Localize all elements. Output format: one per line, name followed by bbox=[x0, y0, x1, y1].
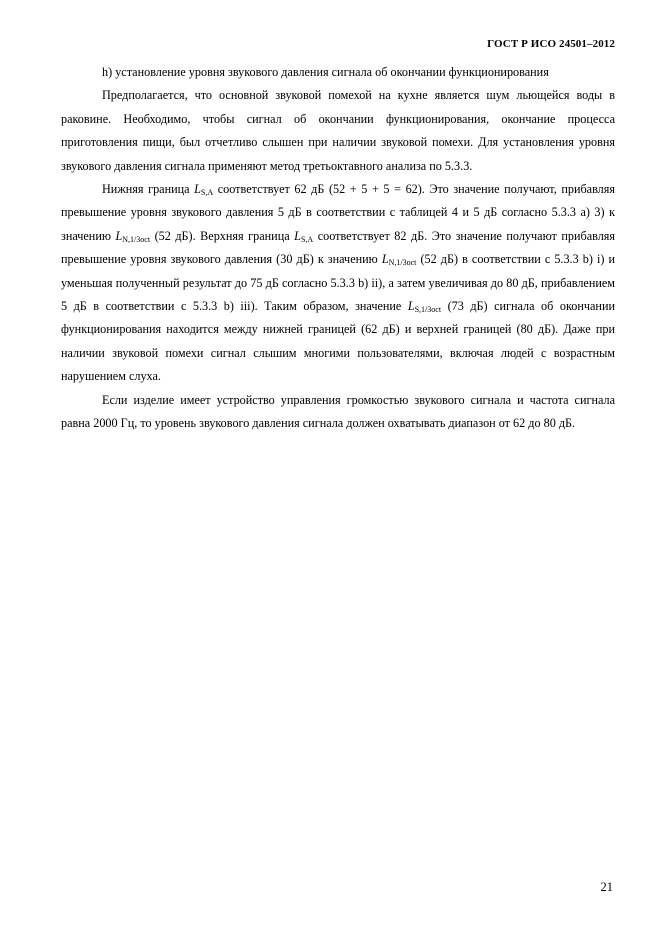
document-body bbox=[61, 61, 615, 436]
symbol-l-n-third-octave bbox=[382, 252, 417, 266]
symbol-l-n-third-octave bbox=[115, 229, 150, 243]
symbol-letter: L bbox=[115, 228, 123, 243]
symbol-l-s-third-octave bbox=[408, 299, 441, 313]
symbol-subscript: S,A bbox=[300, 234, 314, 244]
text-run: (52 дБ). Верхняя граница bbox=[150, 228, 295, 243]
symbol-subscript: N,1/3oct bbox=[388, 258, 417, 268]
paragraph-h-item: h) установление уровня звукового давления сигнала об окончании функционирования bbox=[102, 65, 549, 79]
text-run: соответствует 82 дБ. Это значение получают прибавляя превышение уровня звукового давления (30 дБ) к значению bbox=[61, 228, 615, 267]
symbol-subscript: S,A bbox=[200, 188, 214, 198]
text-run: соответствует 62 дБ (52 + 5 + 5 = 62). Это значение получают, прибавляя превышение уровня звукового давления 5 дБ в соответствии с таблицей 4 и 5 дБ согласно 5.3.3 a) 3) к значению bbox=[61, 182, 615, 243]
symbol-l-s-a bbox=[194, 182, 213, 196]
text-run: (73 дБ) сигнала об окончании функционирования находится между нижней границей (62 дБ) и верхней границей (80 дБ). Даже при наличии звуковой помехи сигнал слышим многими пользователями, включая людей с возрастным нарушением слуха. bbox=[61, 299, 615, 384]
symbol-subscript: N,1/3oct bbox=[122, 234, 151, 244]
symbol-letter: L bbox=[381, 252, 389, 267]
symbol-letter: L bbox=[194, 182, 201, 197]
page-number: 21 bbox=[600, 880, 613, 894]
symbol-subscript: S,1/3oct bbox=[414, 305, 442, 315]
paragraph-volume-control: Если изделие имеет устройство управления громкостью звукового сигнала и частота сигнала равна 2000 Гц, то уровень звукового давления сигнала должен охватывать диапазон от 62 до 80 дБ. bbox=[61, 392, 615, 431]
symbol-letter: L bbox=[407, 299, 415, 314]
text-run: (52 дБ) в соответствии с 5.3.3 b) i) и уменьшая полученный результат до 75 дБ согласно 5.3.3 b) ii), а затем увеличивая до 80 дБ, прибавлением 5 дБ в соответствии с 5.3.3 b) iii). Таким образом, значение bbox=[61, 252, 616, 314]
symbol-l-s-a bbox=[294, 229, 313, 243]
paragraph-level-calculation bbox=[61, 178, 615, 389]
text-run: Нижняя граница bbox=[102, 182, 195, 197]
symbol-letter: L bbox=[294, 228, 301, 243]
paragraph-noise-assumption: Предполагается, что основной звуковой помехой на кухне является шум льющейся воды в раковине. Необходимо, чтобы сигнал об окончании функционирования, окончание процесса приготовления пищи, был отчетливо слышен при наличии звуковой помехи. Для установления уровня звукового давления сигнала применяют метод третьоктавного анализа по 5.3.3. bbox=[61, 88, 615, 173]
document-header: ГОСТ Р ИСО 24501–2012 bbox=[487, 38, 615, 50]
